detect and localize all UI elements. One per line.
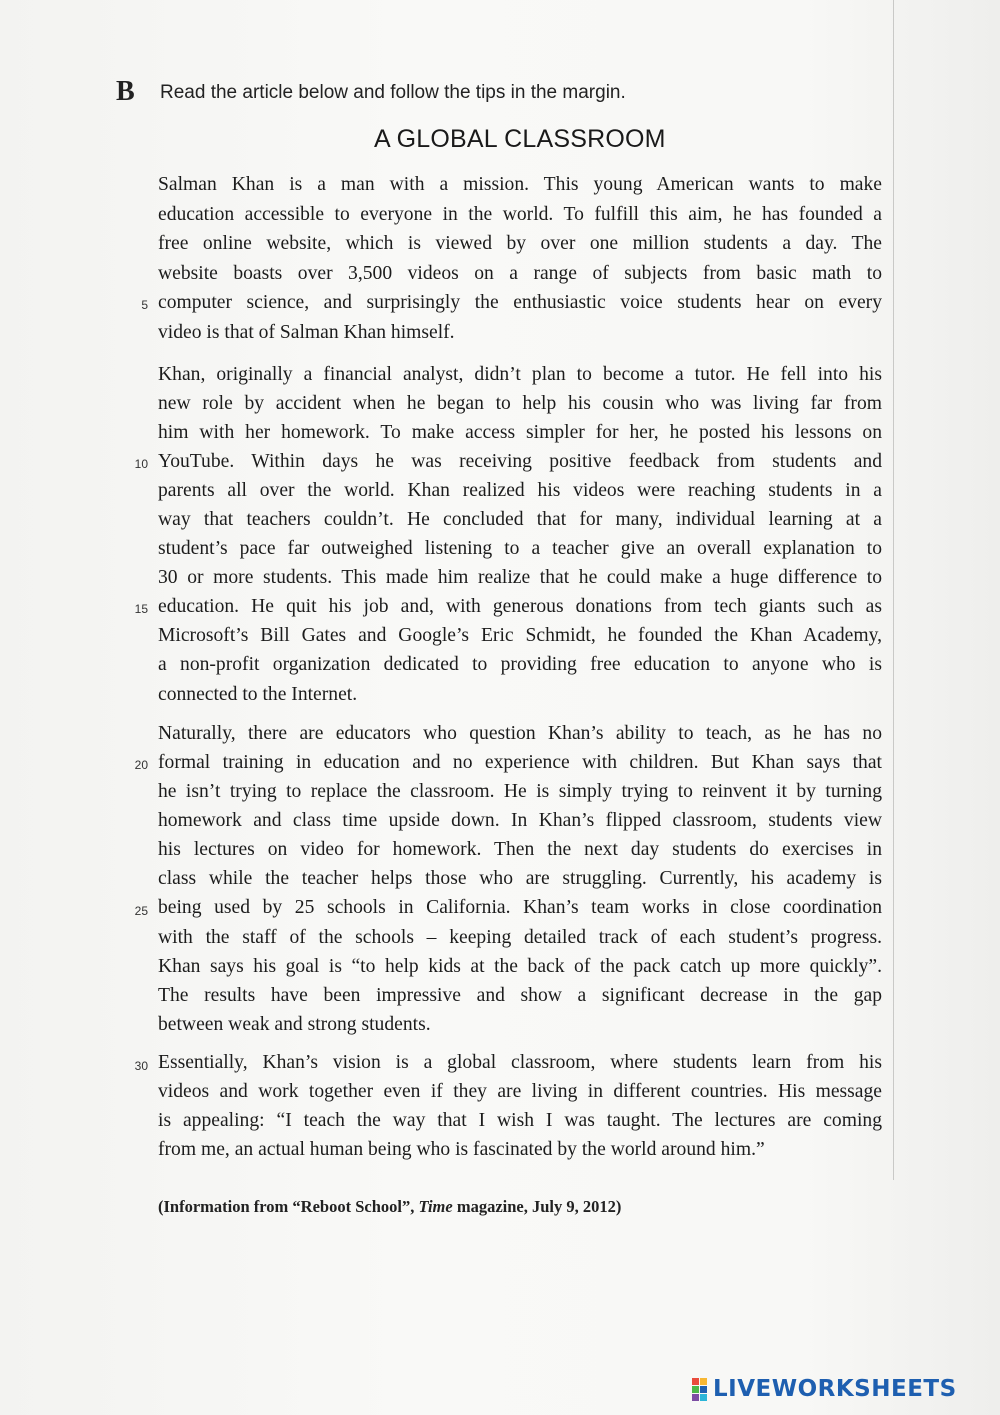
line-number-5: 5 <box>141 298 148 312</box>
article-line: education. He quit his job and, with generous donations from tech giants such as <box>158 596 882 617</box>
line-number-20: 20 <box>134 758 148 772</box>
article-line: his lectures on video for homework. Then the next day students do exercises in <box>158 839 882 860</box>
article-line: student’s pace far outweighed listening to a teacher give an overall explanation to <box>158 538 882 559</box>
source-suffix: magazine, July 9, 2012) <box>452 1197 622 1216</box>
instruction-text: Read the article below and follow the tips in the margin. <box>160 82 626 103</box>
mark-square <box>692 1378 699 1385</box>
section-letter: B <box>116 76 135 107</box>
article-line: connected to the Internet. <box>158 684 358 705</box>
article-line: The results have been impressive and show a significant decrease in the gap <box>158 985 882 1006</box>
mark-square <box>692 1386 699 1393</box>
page-edge-line <box>893 0 894 1180</box>
article-title: A GLOBAL CLASSROOM <box>374 125 666 153</box>
article-line: website boasts over 3,500 videos on a range of subjects from basic math to <box>158 263 882 284</box>
article-line: being used by 25 schools in California. Khan’s team works in close coordination <box>158 897 882 918</box>
article-line: YouTube. Within days he was receiving positive feedback from students and <box>158 451 882 472</box>
article-line: class while the teacher helps those who are struggling. Currently, his academy is <box>158 868 882 889</box>
article-line: Microsoft’s Bill Gates and Google’s Eric Schmidt, he founded the Khan Academy, <box>158 625 882 646</box>
article-line: education accessible to everyone in the world. To fulfill this aim, he has founded a <box>158 204 882 225</box>
article-line: new role by accident when he began to help his cousin who was living far from <box>158 393 882 414</box>
article-line: way that teachers couldn’t. He concluded that for many, individual learning at a <box>158 509 882 530</box>
article-line: Khan, originally a financial analyst, didn’t plan to become a tutor. He fell into his <box>158 364 882 385</box>
source-magazine: Time <box>418 1197 453 1216</box>
line-number-15: 15 <box>134 602 148 616</box>
article-line: Khan says his goal is “to help kids at the back of the pack catch up more quickly”. <box>158 956 882 977</box>
mark-square <box>692 1394 699 1401</box>
mark-square <box>700 1378 707 1385</box>
article-line: Naturally, there are educators who question Khan’s ability to teach, as he has no <box>158 723 882 744</box>
source-prefix: (Information from “Reboot School”, <box>158 1197 419 1216</box>
article-line: parents all over the world. Khan realized his videos were reaching students in a <box>158 480 882 501</box>
liveworksheets-wordmark: LIVEWORKSHEETS <box>713 1376 957 1402</box>
liveworksheets-mark-icon <box>692 1378 707 1401</box>
article-line: Essentially, Khan’s vision is a global classroom, where students learn from his <box>158 1052 882 1073</box>
line-number-10: 10 <box>134 457 148 471</box>
article-line: a non-profit organization dedicated to providing free education to anyone who is <box>158 654 882 675</box>
article-line: he isn’t trying to replace the classroom. He is simply trying to reinvent it by turning <box>158 781 882 802</box>
article-line: 30 or more students. This made him realize that he could make a huge difference to <box>158 567 882 588</box>
article-line: computer science, and surprisingly the enthusiastic voice students hear on every <box>158 292 882 313</box>
article-line: Salman Khan is a man with a mission. This young American wants to make <box>158 174 882 195</box>
article-line: free online website, which is viewed by over one million students a day. The <box>158 233 882 254</box>
article-line: is appealing: “I teach the way that I wish I was taught. The lectures are coming <box>158 1110 882 1131</box>
article-line: homework and class time upside down. In Khan’s flipped classroom, students view <box>158 810 882 831</box>
article-line: between weak and strong students. <box>158 1014 431 1035</box>
article-line: video is that of Salman Khan himself. <box>158 322 455 343</box>
line-number-30: 30 <box>134 1059 148 1073</box>
mark-square <box>700 1386 707 1393</box>
source-citation <box>158 1197 621 1217</box>
article-line: formal training in education and no experience with children. But Khan says that <box>158 752 882 773</box>
liveworksheets-logo[interactable] <box>692 1376 957 1402</box>
mark-square <box>700 1394 707 1401</box>
article-line: with the staff of the schools – keeping detailed track of each student’s progress. <box>158 927 882 948</box>
article-line: videos and work together even if they are living in different countries. His message <box>158 1081 882 1102</box>
line-number-25: 25 <box>134 904 148 918</box>
article-line: from me, an actual human being who is fascinated by the world around him.” <box>158 1139 765 1160</box>
article-line: him with her homework. To make access simpler for her, he posted his lessons on <box>158 422 882 443</box>
